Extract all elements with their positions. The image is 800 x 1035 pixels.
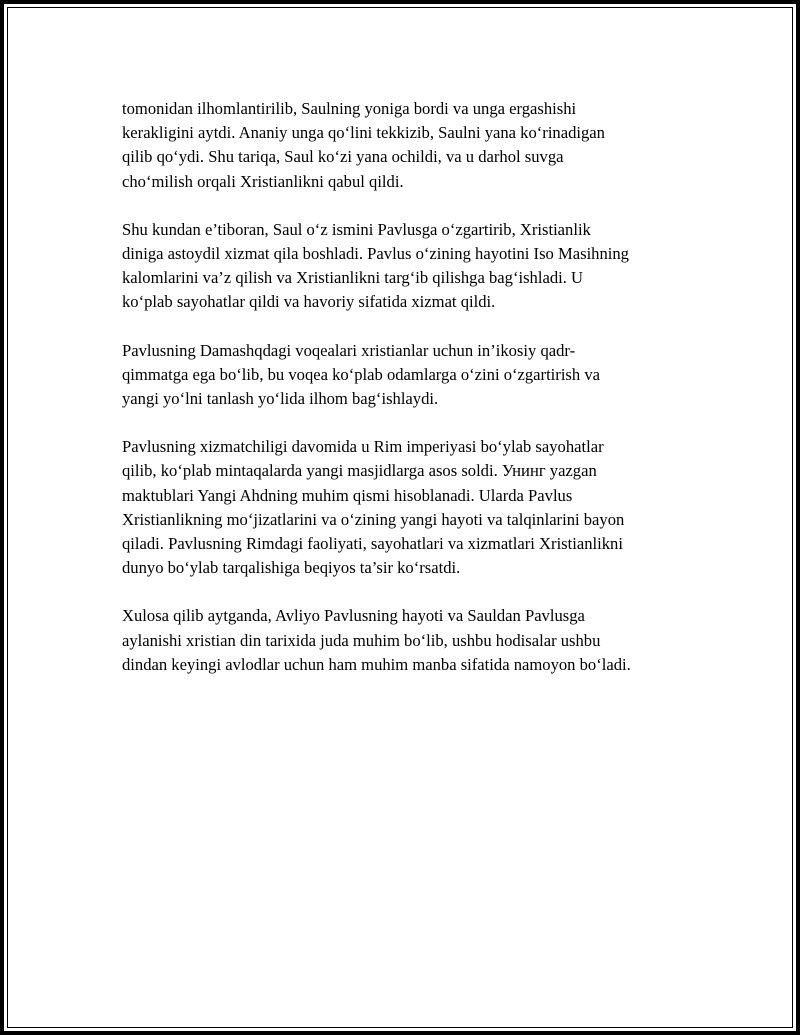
- paragraph-3: [122, 339, 702, 412]
- text-line: Xulosa qilib aytganda, Avliyo Pavlusning hayoti va Sauldan Pavlusga: [122, 606, 585, 626]
- text-line: qilib, ko‘plab mintaqalarda yangi masjidlarga asos soldi. Унинг yazgan: [122, 461, 597, 481]
- text-line: Pavlusning xizmatchiligi davomida u Rim imperiyasi bo‘ylab sayohatlar: [122, 437, 604, 457]
- text-line: qimmatga ega bo‘lib, bu voqea ko‘plab odamlarga o‘zini o‘zgartirish va: [122, 364, 600, 384]
- text-line: dunyo bo‘ylab tarqalishiga beqiyos ta’sir ko‘rsatdi.: [122, 558, 461, 578]
- paragraph-5: [122, 604, 702, 677]
- text-line: dindan keyingi avlodlar uchun ham muhim manba sifatida namoyon bo‘ladi.: [122, 654, 631, 674]
- text-line: Pavlusning Damashqdagi voqealari xristianlar uchun in’ikosiy qadr-: [122, 340, 576, 360]
- paragraph-1: [122, 97, 702, 194]
- text-line: qilib qo‘ydi. Shu tariqa, Saul ko‘zi yana ochildi, va u darhol suvga: [122, 147, 564, 167]
- text-line: cho‘milish orqali Xristianlikni qabul qildi.: [122, 171, 404, 191]
- text-line: yangi yo‘lni tanlash yo‘lida ilhom bag‘ishlaydi.: [122, 389, 439, 409]
- text-line: Xristianlikning mo‘jizatlarini va o‘zining yangi hayoti va talqinlarini bayon: [122, 509, 625, 529]
- text-line: qiladi. Pavlusning Rimdagi faoliyati, sayohatlari va xizmatlari Xristianlikni: [122, 534, 623, 554]
- paragraph-4: [122, 435, 702, 580]
- text-line: Shu kundan e’tiboran, Saul o‘z ismini Pavlusga o‘zgartirib, Xristianlik: [122, 219, 591, 239]
- text-line: ko‘plab sayohatlar qildi va havoriy sifatida xizmat qildi.: [122, 292, 496, 312]
- paragraph-2: [122, 218, 702, 315]
- text-line: maktublari Yangi Ahdning muhim qismi hisoblanadi. Ularda Pavlus: [122, 485, 573, 505]
- text-line: kerakligini aytdi. Ananiy unga qo‘lini tekkizib, Saulni yana ko‘rinadigan: [122, 123, 605, 143]
- text-line: aylanishi xristian din tarixida juda muhim bo‘lib, ushbu hodisalar ushbu: [122, 630, 601, 650]
- text-line: diniga astoydil xizmat qila boshladi. Pavlus o‘zining hayotini Iso Masihning: [122, 244, 629, 264]
- text-line: tomonidan ilhomlantirilib, Saulning yoniga bordi va unga ergashishi: [122, 99, 577, 118]
- document-body: [122, 97, 702, 701]
- text-line: kalomlarini va’z qilish va Xristianlikni targ‘ib qilishga bag‘ishladi. U: [122, 268, 584, 288]
